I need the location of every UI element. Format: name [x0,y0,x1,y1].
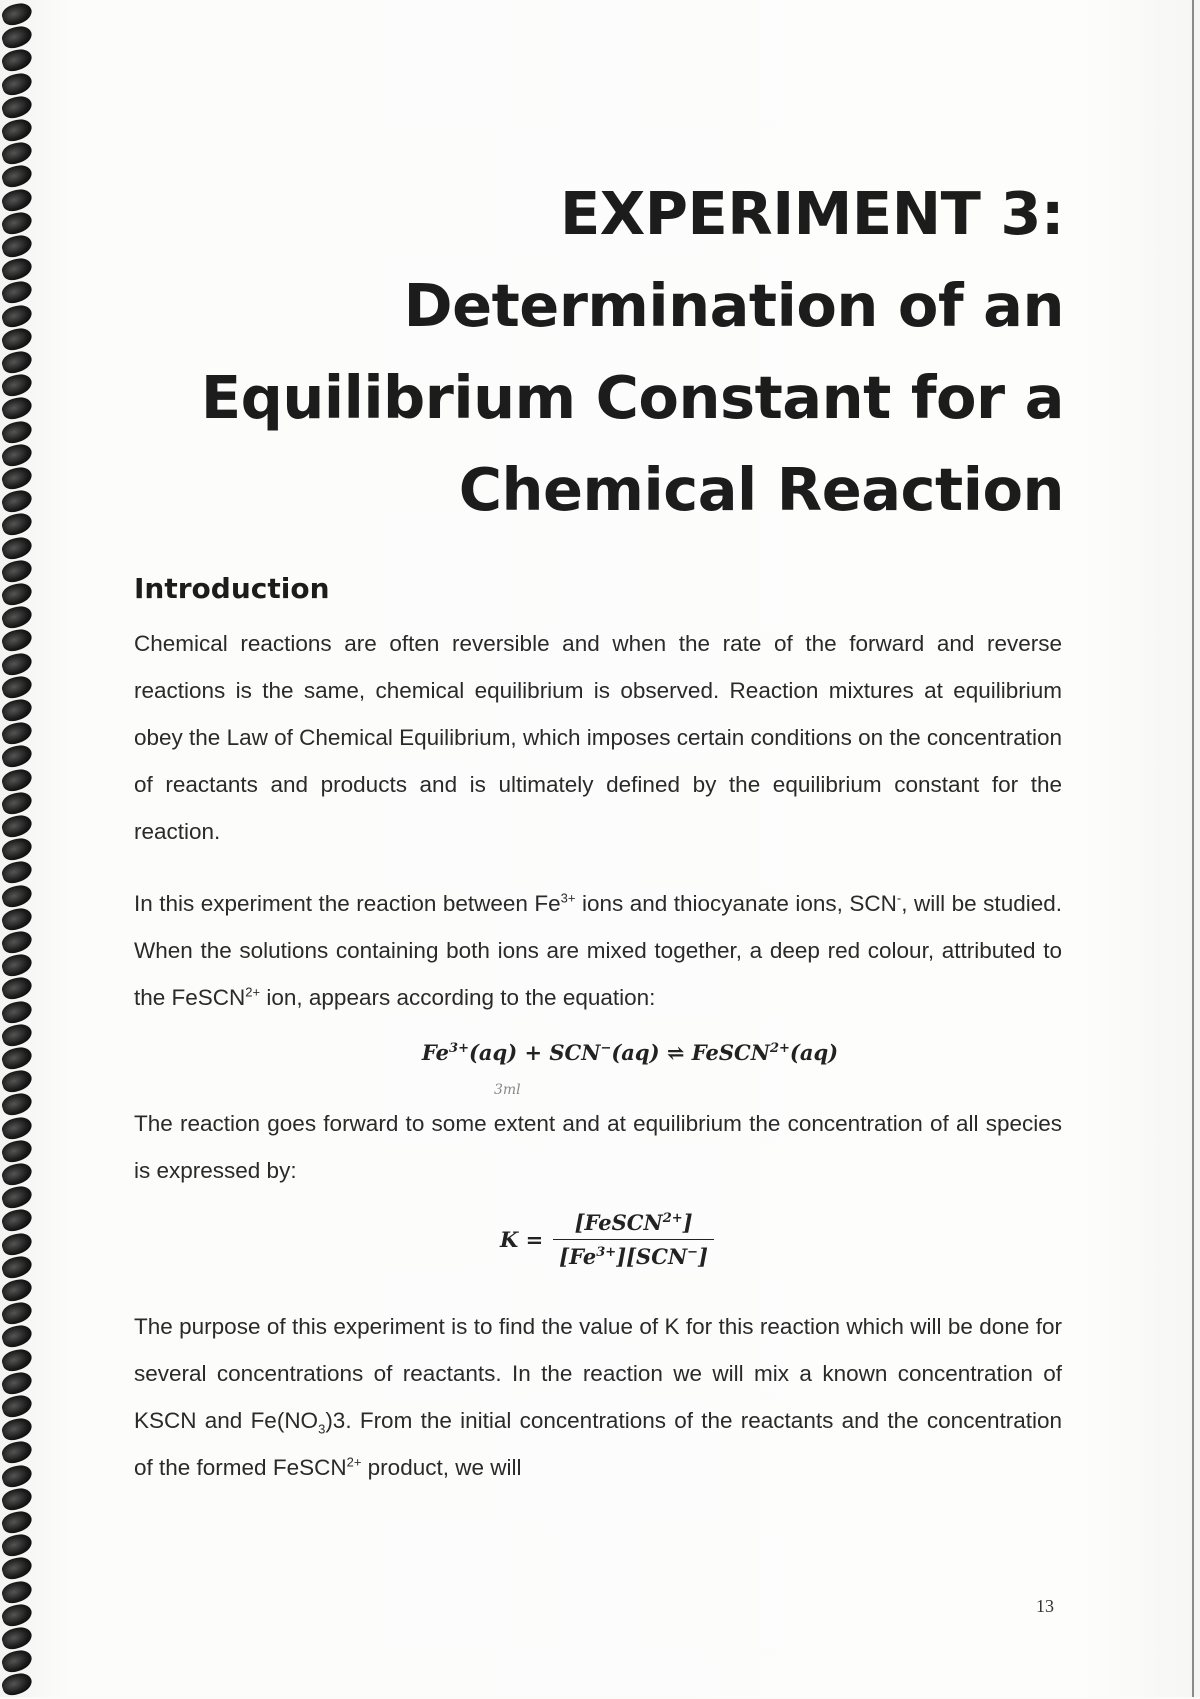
binding-ring [0,1531,34,1559]
binding-ring [0,742,34,770]
binding-ring [0,1392,34,1420]
title-line: EXPERIMENT 3: [559,179,1064,248]
binding-ring [0,417,34,445]
binding-ring [0,557,34,585]
binding-ring [0,1647,34,1675]
title-line: Equilibrium Constant for a [200,363,1064,432]
binding-ring [0,185,34,213]
binding-ring [0,765,34,793]
binding-ring [0,371,34,399]
binding-ring [0,278,34,306]
title-line: Chemical Reaction [458,455,1064,524]
binding-ring [0,835,34,863]
binding-ring [0,812,34,840]
binding-ring [0,1322,34,1350]
binding-ring [0,673,34,701]
binding-ring [0,441,34,469]
binding-ring [0,1508,34,1536]
paragraph-expression: The reaction goes forward to some extent and at equilibrium the concentration of all species is expressed by: [134,1111,1062,1183]
paragraph-purpose: The purpose of this experiment is to find the value of K for this reaction which will be done for several concentrations of reactants. In the reaction we will mix a known concentration of KSCN and $Fe(NO_3)3$. From the initial concentrations of the reactants and the concentration of the formed FeSCN$^{2+}$ product, we will [134,1314,1063,1480]
binding-ring [0,1345,34,1373]
fraction-denominator: $[Fe^{3+}][SCN^-]$ [553,1239,714,1269]
binding-ring [0,510,34,538]
binding-ring [0,1670,34,1698]
spiral-binding [0,0,40,1697]
binding-ring [0,997,34,1025]
binding-ring [0,93,34,121]
binding-ring [0,301,34,329]
equilibrium-constant-equation [500,1210,714,1269]
binding-ring [0,1229,34,1257]
binding-ring [0,23,34,51]
binding-ring [0,1461,34,1489]
binding-ring [0,1090,34,1118]
binding-ring [0,46,34,74]
binding-ring [0,394,34,422]
binding-ring [0,1067,34,1095]
fraction-numerator: [FeSCN$^{2+}$] [574,1210,693,1235]
binding-ring [0,1160,34,1188]
binding-ring [0,1554,34,1582]
fraction [553,1210,714,1269]
binding-ring [0,533,34,561]
binding-ring [0,487,34,515]
binding-ring [0,928,34,956]
binding-ring [0,974,34,1002]
binding-ring [0,325,34,353]
handwritten-note: 3ml [494,1082,521,1098]
binding-ring [0,1485,34,1513]
binding-ring [0,1415,34,1443]
binding-ring [0,0,34,28]
binding-ring [0,348,34,376]
paragraph-reaction: In this experiment the reaction between $Fe^{3+}$ ions and thiocyanate ions, SCN-, will be studied. When the solutions containing both ions are mixed together, a deep red colour, attributed to the FeSCN$^{2+}$ ion, appears according to the equation: [134,890,1062,1010]
binding-ring [0,649,34,677]
binding-ring [0,719,34,747]
page-edge [1192,0,1194,1697]
binding-ring [0,1438,34,1466]
binding-ring [0,789,34,817]
binding-ring [0,69,34,97]
binding-ring [0,1601,34,1629]
binding-ring [0,1577,34,1605]
binding-ring [0,1137,34,1165]
binding-ring [0,464,34,492]
equation-lhs: K = [500,1227,544,1252]
binding-ring [0,139,34,167]
binding-ring [0,1369,34,1397]
binding-ring [0,1253,34,1281]
binding-ring [0,1276,34,1304]
page-title [104,168,1064,536]
binding-ring [0,626,34,654]
binding-ring [0,603,34,631]
binding-ring [0,951,34,979]
binding-ring [0,232,34,260]
reaction-equation: $Fe^{3+}(aq) + SCN^-(aq)$ ⇌ FeSCN$^{2+}$(aq) [421,1040,839,1065]
binding-ring [0,696,34,724]
page-number: 13 [1036,1596,1054,1616]
binding-ring [0,1624,34,1652]
binding-ring [0,1206,34,1234]
binding-ring [0,116,34,144]
title-line: Determination of an [403,271,1064,340]
binding-ring [0,255,34,283]
paragraph-intro: Chemical reactions are often reversible and when the rate of the forward and reverse reactions is the same, chemical equilibrium is observed. Reaction mixtures at equilibrium obey the Law of Chemical Equilibrium, which imposes certain conditions on the concentration of reactants and products and is ultimately defined by the equilibrium constant for the reaction. [134,631,1062,844]
section-heading: Introduction [134,572,330,605]
binding-ring [0,881,34,909]
binding-ring [0,1299,34,1327]
binding-ring [0,209,34,237]
binding-ring [0,162,34,190]
binding-ring [0,905,34,933]
binding-ring [0,858,34,886]
binding-ring [0,580,34,608]
binding-ring [0,1113,34,1141]
binding-ring [0,1183,34,1211]
